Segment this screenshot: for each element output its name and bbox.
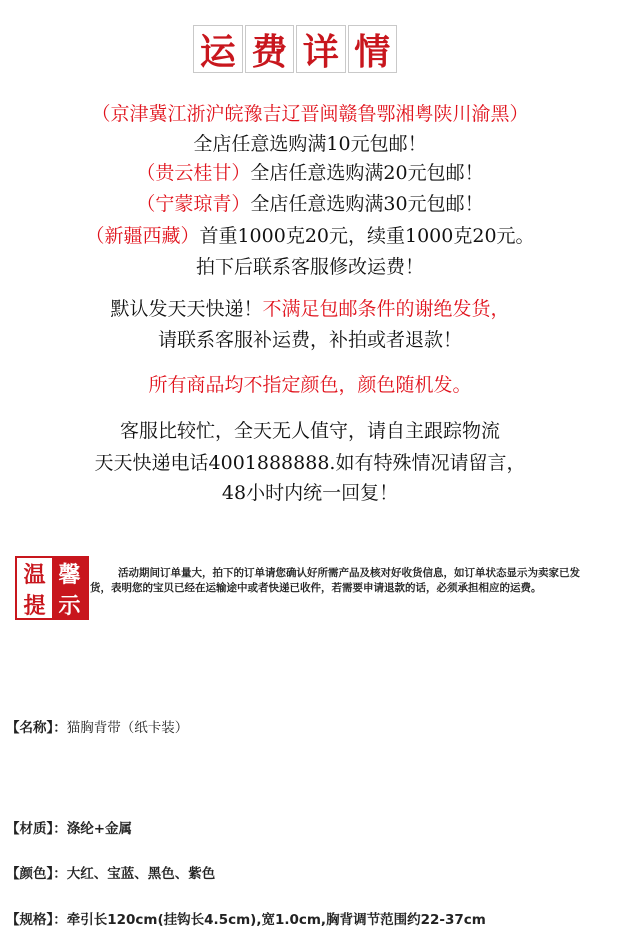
spec-size-row [6, 908, 486, 928]
warm-tip-text: 活动期间订单量大，拍下的订单请您确认好所需产品及核对好收货信息，如订单状态显示为卖家已发货，表明您的宝贝已经在运输途中或者快递已收件，若需要申请退款的话，必须承担相应的运费。 [90, 567, 580, 594]
color-random-note: 所有商品均不指定颜色，颜色随机发。 [148, 374, 472, 396]
warm-tip-badge [15, 556, 89, 620]
region1-rule: 全店任意选购满10元包邮！ [193, 133, 427, 155]
region3-label: （宁蒙琼青） [136, 193, 251, 215]
spec-name-row [6, 716, 188, 736]
title-char: 费 [245, 25, 295, 73]
modify-freight-note: 拍下后联系客服修改运费！ [195, 256, 424, 278]
spec-material-key: 【材质】： [6, 821, 67, 837]
region4-row [0, 223, 620, 249]
title-char: 运 [193, 25, 243, 73]
service-line-2: 天天快递电话4001888888.如有特殊情况请留言， [94, 452, 526, 474]
spec-material-value: 涤纶+金属 [66, 821, 133, 837]
contact-note: 请联系客服补运费，补拍或者退款！ [157, 329, 462, 351]
spec-name-key: 【名称】： [6, 720, 67, 736]
region4-rule: 首重1000克20元，续重1000克20元。 [199, 225, 535, 247]
spec-color-value: 大红、宝蓝、黑色、紫色 [66, 866, 216, 882]
spec-material-row [6, 817, 132, 837]
region3-row [0, 191, 620, 217]
region1-label: （京津冀江浙沪皖豫吉辽晋闽赣鲁鄂湘粤陕川渝黑） [91, 103, 529, 125]
title-char: 详 [296, 25, 346, 73]
badge-char: 温 [23, 562, 46, 588]
spec-name-value: 猫胸背带（纸卡装） [66, 720, 189, 736]
badge-char: 示 [52, 589, 87, 620]
region2-rule: 全店任意选购满20元包邮！ [250, 162, 484, 184]
reject-note: 不满足包邮条件的谢绝发货， [262, 298, 510, 320]
spec-size-key: 【规格】： [6, 912, 67, 928]
default-courier: 默认发天天快递！ [110, 298, 263, 320]
page-title [193, 25, 399, 73]
badge-char: 提 [23, 593, 46, 619]
spec-size-value: 牵引长120cm(挂钩长4.5cm),宽1.0cm,胸背调节范围约22-37cm [66, 912, 486, 928]
service-line-1: 客服比较忙，全天无人值守，请自主跟踪物流 [119, 420, 500, 442]
region4-label: （新疆西藏） [85, 225, 200, 247]
title-char: 情 [348, 25, 398, 73]
spec-color-key: 【颜色】： [6, 866, 67, 882]
region3-rule: 全店任意选购满30元包邮！ [250, 193, 484, 215]
spec-color-row [6, 862, 215, 882]
service-line-3: 48小时内统一回复！ [221, 482, 399, 504]
badge-char: 馨 [52, 558, 87, 589]
region2-row [0, 160, 620, 186]
region2-label: （贵云桂甘） [136, 162, 251, 184]
courier-row [0, 296, 620, 322]
